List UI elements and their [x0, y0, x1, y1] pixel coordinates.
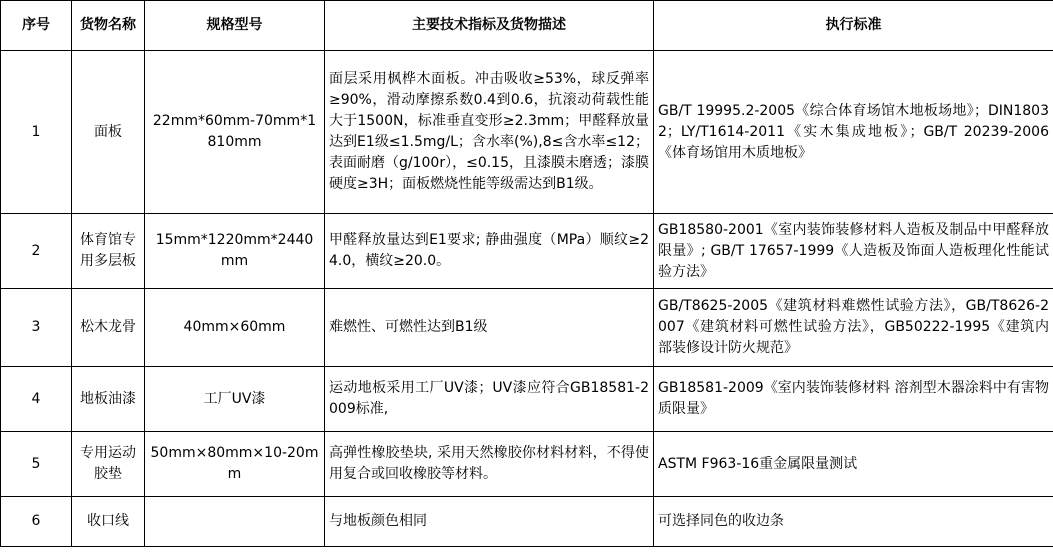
header-spec: 规格型号 — [145, 1, 325, 51]
cell-name: 地板油漆 — [72, 367, 145, 432]
cell-spec: 40mm×60mm — [145, 289, 325, 367]
cell-desc: 甲醛释放量达到E1要求; 静曲强度（MPa）顺纹≥24.0，横纹≥20.0。 — [325, 214, 654, 289]
header-row — [1, 1, 1053, 51]
table-row — [1, 51, 1053, 214]
cell-spec: 22mm*60mm-70mm*1810mm — [145, 51, 325, 214]
header-name: 货物名称 — [72, 1, 145, 51]
cell-standard: GB18581-2009《室内装饰装修材料 溶剂型木器涂料中有害物质限量》 — [654, 367, 1053, 432]
cell-standard: GB/T 19995.2-2005《综合体育场馆木地板场地》；DIN18032；LY/T1614-2011《实木集成地板》；GB/T 20239-2006《体育场馆用木质地板》 — [654, 51, 1053, 214]
header-standard: 执行标准 — [654, 1, 1053, 51]
table-row — [1, 367, 1053, 432]
cell-no: 4 — [1, 367, 72, 432]
table-row — [1, 432, 1053, 497]
cell-no: 2 — [1, 214, 72, 289]
cell-no: 5 — [1, 432, 72, 497]
cell-standard: ASTM F963-16重金属限量测试 — [654, 432, 1053, 497]
table-row — [1, 497, 1053, 547]
cell-desc: 难燃性、可燃性达到B1级 — [325, 289, 654, 367]
cell-no: 3 — [1, 289, 72, 367]
cell-desc: 运动地板采用工厂UV漆；UV漆应符合GB18581-2009标准, — [325, 367, 654, 432]
cell-name: 体育馆专用多层板 — [72, 214, 145, 289]
cell-name: 松木龙骨 — [72, 289, 145, 367]
cell-standard: GB/T8625-2005《建筑材料难燃性试验方法》，GB/T8626-2007《建筑材料可燃性试验方法》，GB50222-1995《建筑内部装修设计防火规范》 — [654, 289, 1053, 367]
header-desc: 主要技术指标及货物描述 — [325, 1, 654, 51]
header-no: 序号 — [1, 1, 72, 51]
cell-desc: 面层采用枫桦木面板。冲击吸收≥53%，球反弹率≥90%，滑动摩擦系数0.4到0.6，抗滚动荷载性能大于1500N，标准垂直变形≥2.3mm；甲醛释放量达到E1级≤1.5mg/L；含水率(%),8≤含水率≤12；表面耐磨（g/100r），≤0.15，且漆膜未磨透；漆膜硬度≥3H；面板燃烧性能等级需达到B1级。 — [325, 51, 654, 214]
cell-no: 6 — [1, 497, 72, 547]
cell-spec: 50mm×80mm×10-20mm — [145, 432, 325, 497]
cell-name: 面板 — [72, 51, 145, 214]
cell-standard: 可选择同色的收边条 — [654, 497, 1053, 547]
cell-desc: 与地板颜色相同 — [325, 497, 654, 547]
cell-spec: 工厂UV漆 — [145, 367, 325, 432]
cell-spec — [145, 497, 325, 547]
table-row — [1, 214, 1053, 289]
cell-no: 1 — [1, 51, 72, 214]
table-row — [1, 289, 1053, 367]
cell-standard: GB18580-2001《室内装饰装修材料人造板及制品中甲醛释放限量》; GB/T 17657-1999《人造板及饰面人造板理化性能试验方法》 — [654, 214, 1053, 289]
cell-name: 专用运动胶垫 — [72, 432, 145, 497]
cell-name: 收口线 — [72, 497, 145, 547]
cell-spec: 15mm*1220mm*2440mm — [145, 214, 325, 289]
cell-desc: 高弹性橡胶垫块, 采用天然橡胶你材料材料，不得使用复合或回收橡胶等材料。 — [325, 432, 654, 497]
